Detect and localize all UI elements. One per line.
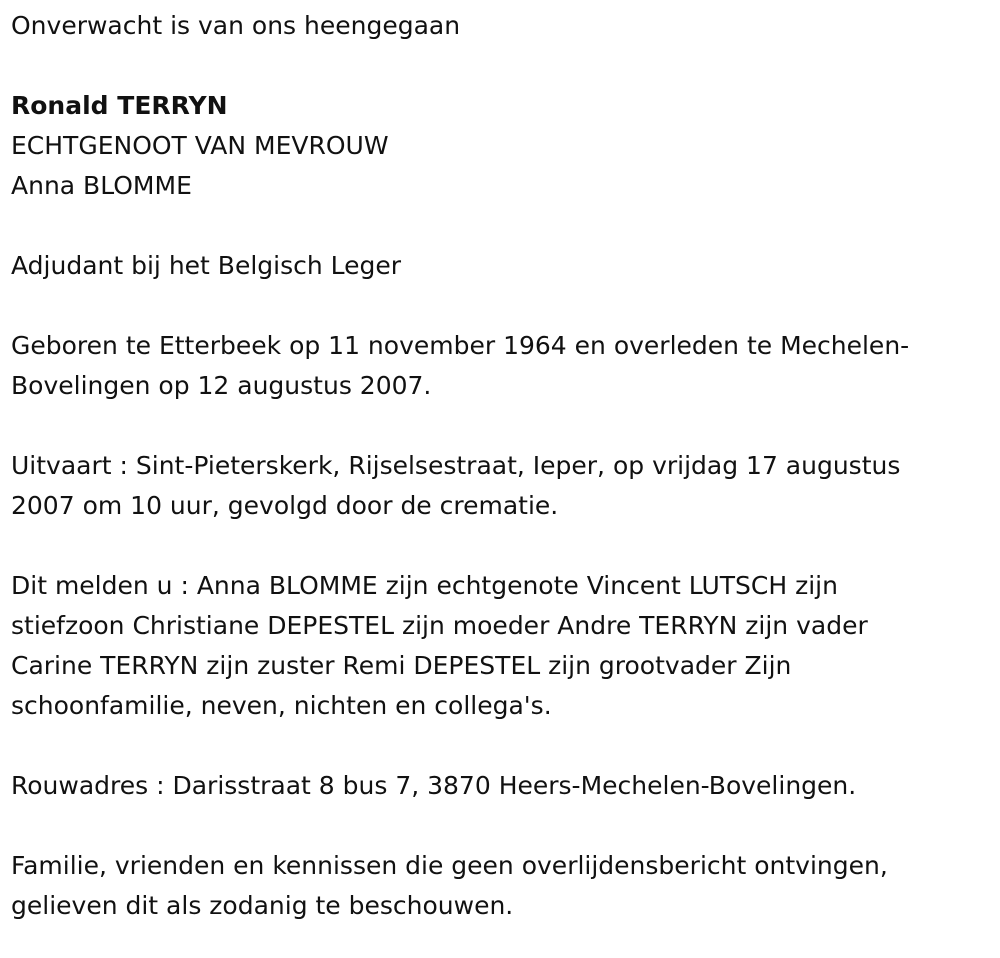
spacer xyxy=(11,206,960,246)
intro-text: Onverwacht is van ons heengegaan xyxy=(11,11,461,40)
birth-death-text: Geboren te Etterbeek op 11 november 1964 en overleden te Mechelen-Bovelingen op 12 augustus 2007. xyxy=(11,331,910,400)
spacer xyxy=(11,46,960,86)
closing-text: Familie, vrienden en kennissen die geen overlijdensbericht ontvingen, gelieven dit als zodanig te beschouwen. xyxy=(11,851,888,920)
spouse-title: ECHTGENOOT VAN MEVROUW xyxy=(11,131,389,160)
spouse-name: Anna BLOMME xyxy=(11,171,192,200)
occupation-text: Adjudant bij het Belgisch Leger xyxy=(11,251,402,280)
funeral-text: Uitvaart : Sint-Pieterskerk, Rijselsestraat, Ieper, op vrijdag 17 augustus 2007 om 10 uur, gevolgd door de crematie. xyxy=(11,451,901,520)
deceased-name: Ronald TERRYN xyxy=(11,91,228,120)
spacer xyxy=(11,286,960,326)
mourning-address-text: Rouwadres : Darisstraat 8 bus 7, 3870 Heers-Mechelen-Bovelingen. xyxy=(11,771,857,800)
announced-by-text: Dit melden u : Anna BLOMME zijn echtgenote Vincent LUTSCH zijn stiefzoon Christiane DEPESTEL zijn moeder Andre TERRYN zijn vader Carine TERRYN zijn zuster Remi DEPESTEL zijn grootvader Zijn schoonfamilie, neven, nichten en collega's. xyxy=(11,571,868,720)
